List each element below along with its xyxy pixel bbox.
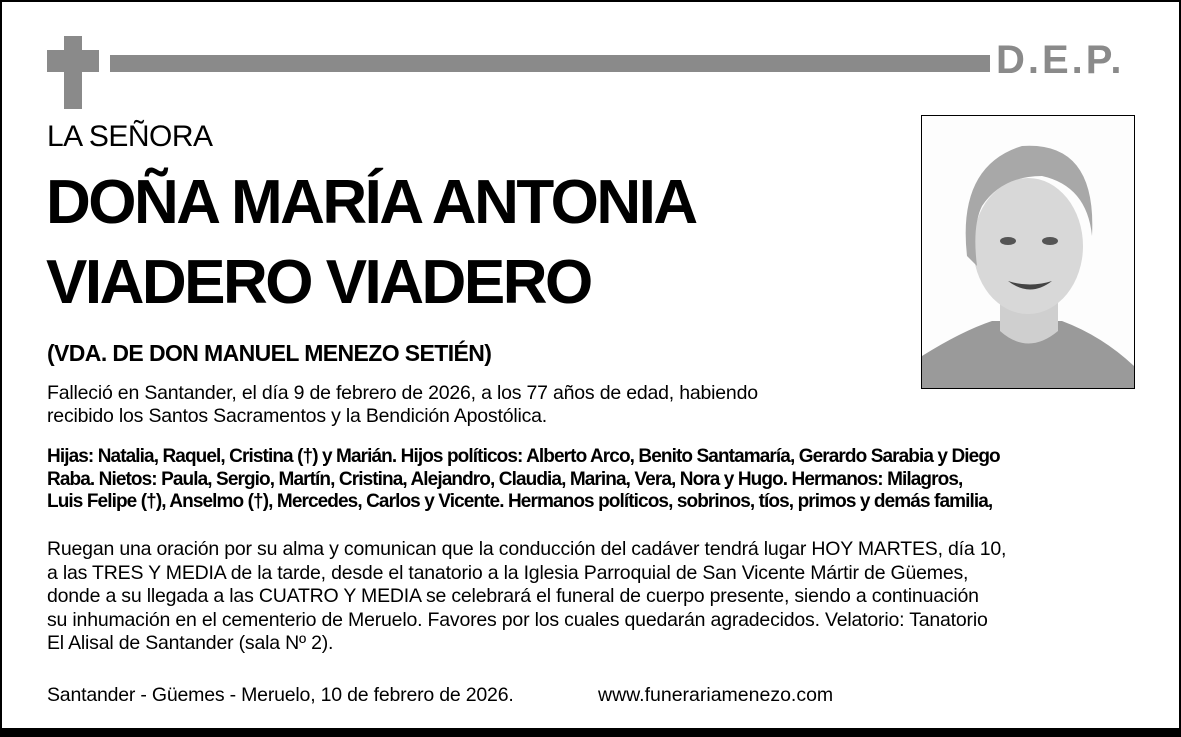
- portrait-photo: [921, 115, 1135, 389]
- cross-icon: [64, 36, 82, 109]
- family-list: [47, 446, 1000, 514]
- cross-icon-arm: [47, 50, 99, 72]
- service-details: [47, 538, 1006, 656]
- deceased-name-line-1: DOÑA MARÍA ANTONIA: [46, 168, 696, 237]
- family-line: Luis Felipe (†), Anselmo (†), Mercedes, Carlos y Vicente. Hermanos políticos, sobrinos, tíos, primos y demás familia,: [47, 491, 993, 512]
- death-notice-line: recibido los Santos Sacramentos y la Bendición Apostólica.: [47, 404, 548, 427]
- death-notice: [47, 382, 758, 427]
- dep-label: D.E.P.: [996, 38, 1125, 82]
- service-line: a las TRES Y MEDIA de la tarde, desde el tanatorio a la Iglesia Parroquial de San Vicente Mártir de Güemes,: [47, 561, 969, 584]
- deceased-name-line-2: VIADERO VIADERO: [46, 248, 591, 317]
- service-line: Ruegan una oración por su alma y comunican que la conducción del cadáver tendrá lugar HOY MARTES, día 10,: [47, 538, 1007, 560]
- family-line: Hijas: Natalia, Raquel, Cristina (†) y Marián. Hijos políticos: Alberto Arco, Benito Santamaría, Gerardo Sarabia y Diego: [47, 446, 1000, 467]
- service-line: El Alisal de Santander (sala Nº 2).: [47, 632, 334, 654]
- service-line: su inhumación en el cementerio de Meruelo. Favores por los cuales quedarán agradecidos. Velatorio: Tanatorio: [47, 608, 988, 631]
- title: LA SEÑORA: [47, 120, 213, 153]
- header-rule: [110, 55, 990, 72]
- website-link[interactable]: www.funerariamenezo.com: [598, 684, 834, 706]
- place-date: Santander - Güemes - Meruelo, 10 de febrero de 2026.: [47, 684, 514, 706]
- family-line: Raba. Nietos: Paula, Sergio, Martín, Cristina, Alejandro, Claudia, Marina, Vera, Nora y Hugo. Hermanos: Milagros,: [47, 468, 963, 490]
- widow-of: (VDA. DE DON MANUEL MENEZO SETIÉN): [47, 340, 492, 366]
- death-notice-line: Falleció en Santander, el día 9 de febrero de 2026, a los 77 años de edad, habiendo: [47, 382, 758, 404]
- service-line: donde a su llegada a las CUATRO Y MEDIA se celebrará el funeral de cuerpo presente, siendo a continuación: [47, 585, 979, 607]
